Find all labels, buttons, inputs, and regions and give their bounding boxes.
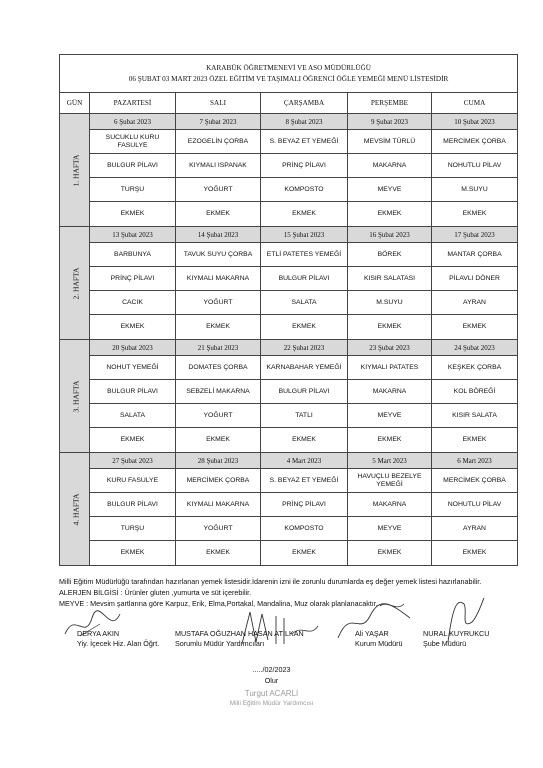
- menu-row: [60, 541, 518, 566]
- menu-item-cell: TURŞU: [90, 178, 176, 202]
- menu-item-cell: KIYMALI MAKARNA: [176, 493, 261, 517]
- date-cell: 28 Şubat 2023: [176, 453, 261, 469]
- menu-item-cell: NOHUTLU PİLAV: [432, 154, 518, 178]
- menu-item-cell: BULGUR PİLAVI: [261, 267, 348, 291]
- signatory-3-title: Kurum Müdürü: [355, 639, 403, 648]
- menu-item-cell: EKMEK: [432, 541, 518, 566]
- menu-item-cell: MERCİMEK ÇORBA: [176, 469, 261, 493]
- menu-item-cell: MAKARNA: [348, 493, 432, 517]
- week-label: [60, 227, 90, 340]
- date-cell: 14 Şubat 2023: [176, 227, 261, 243]
- menu-item-cell: SALATA: [90, 404, 176, 428]
- week-label: [60, 114, 90, 227]
- approval-title: Milli Eğitim Müdür Yardımcısı: [229, 700, 314, 707]
- menu-row: [60, 380, 518, 404]
- menu-table: [59, 54, 518, 566]
- menu-item-cell: KOMPOSTO: [261, 178, 348, 202]
- menu-item-cell: EKMEK: [432, 315, 518, 340]
- date-cell: 15 Şubat 2023: [261, 227, 348, 243]
- signatory-4: [423, 629, 489, 649]
- date-cell: 27 Şubat 2023: [90, 453, 176, 469]
- menu-item-cell: AYRAN: [432, 291, 518, 315]
- menu-item-cell: PİLAVLI DÖNER: [432, 267, 518, 291]
- menu-item-cell: YOĞURT: [176, 404, 261, 428]
- menu-item-cell: EKMEK: [348, 315, 432, 340]
- menu-item-cell: MAKARNA: [348, 380, 432, 404]
- menu-item-cell: EZOGELİN ÇORBA: [176, 130, 261, 154]
- menu-item-cell: MEYVE: [348, 517, 432, 541]
- signatory-2-title: Sorumlu Müdür Yardımcıları: [175, 639, 265, 648]
- menu-item-cell: EKMEK: [348, 541, 432, 566]
- menu-item-cell: EKMEK: [90, 428, 176, 453]
- menu-item-cell: KIYMALI ISPANAK: [176, 154, 261, 178]
- date-cell: 5 Mart 2023: [348, 453, 432, 469]
- week-label: [60, 453, 90, 566]
- header-4: PERŞEMBE: [348, 93, 432, 114]
- date-cell: 23 Şubat 2023: [348, 340, 432, 356]
- header-3: ÇARŞAMBA: [261, 93, 348, 114]
- menu-item-cell: EKMEK: [176, 541, 261, 566]
- menu-row: [60, 267, 518, 291]
- signatory-3: [355, 629, 403, 649]
- menu-row: [60, 315, 518, 340]
- signatory-1-name: DERYA AKIN: [77, 629, 120, 638]
- menu-item-cell: KIYMALI PATATES: [348, 356, 432, 380]
- menu-item-cell: BULGUR PİLAVI: [90, 380, 176, 404]
- menu-row: [60, 178, 518, 202]
- date-cell: 4 Mart 2023: [261, 453, 348, 469]
- menu-item-cell: S. BEYAZ ET YEMEĞİ: [261, 130, 348, 154]
- menu-item-cell: KISIR SALATASI: [348, 267, 432, 291]
- menu-item-cell: ETLİ PATETES YEMEĞİ: [261, 243, 348, 267]
- week-label-text: 3. HAFTA: [71, 380, 81, 412]
- week-label-text: 4. HAFTA: [71, 493, 81, 525]
- menu-item-cell: EKMEK: [261, 202, 348, 227]
- menu-item-cell: YOĞURT: [176, 291, 261, 315]
- menu-item-cell: EKMEK: [90, 541, 176, 566]
- menu-row: [60, 356, 518, 380]
- menu-item-cell: DOMATES ÇORBA: [176, 356, 261, 380]
- menu-item-cell: HAVUÇLU BEZELYE YEMEĞİ: [348, 469, 432, 493]
- menu-item-cell: YOĞURT: [176, 517, 261, 541]
- menu-row: [60, 404, 518, 428]
- menu-item-cell: TURŞU: [90, 517, 176, 541]
- date-cell: 17 Şubat 2023: [432, 227, 518, 243]
- date-cell: 8 Şubat 2023: [261, 114, 348, 130]
- menu-item-cell: BÖREK: [348, 243, 432, 267]
- menu-item-cell: EKMEK: [176, 315, 261, 340]
- menu-row: [60, 154, 518, 178]
- menu-row: [60, 469, 518, 493]
- menu-item-cell: PRİNÇ PİLAVI: [261, 493, 348, 517]
- menu-item-cell: M.SUYU: [432, 178, 518, 202]
- header-day: GÜN: [60, 93, 90, 114]
- approval-name: Turgut ACARLI: [244, 689, 299, 698]
- date-cell: 24 Şubat 2023: [432, 340, 518, 356]
- menu-item-cell: YOĞURT: [176, 178, 261, 202]
- menu-item-cell: MEYVE: [348, 404, 432, 428]
- date-cell: 16 Şubat 2023: [348, 227, 432, 243]
- menu-item-cell: MERCİMEK ÇORBA: [432, 469, 518, 493]
- menu-item-cell: EKMEK: [348, 428, 432, 453]
- menu-item-cell: MANTAR ÇORBA: [432, 243, 518, 267]
- date-cell: 20 Şubat 2023: [90, 340, 176, 356]
- header-5: CUMA: [432, 93, 518, 114]
- menu-item-cell: EKMEK: [90, 202, 176, 227]
- menu-item-cell: EKMEK: [176, 428, 261, 453]
- menu-item-cell: EKMEK: [432, 202, 518, 227]
- menu-row: [60, 428, 518, 453]
- signatory-4-title: Şube Müdürü: [423, 639, 467, 648]
- date-cell: 13 Şubat 2023: [90, 227, 176, 243]
- menu-item-cell: EKMEK: [348, 202, 432, 227]
- menu-item-cell: MEYVE: [348, 178, 432, 202]
- menu-item-cell: KOMPOSTO: [261, 517, 348, 541]
- menu-item-cell: BULGUR PİLAVI: [261, 380, 348, 404]
- signatory-1: [77, 629, 159, 649]
- menu-item-cell: KOL BÖREĞİ: [432, 380, 518, 404]
- signatory-2: [175, 629, 304, 649]
- menu-item-cell: PRİNÇ PİLAVI: [90, 267, 176, 291]
- header-row: [60, 93, 518, 114]
- menu-item-cell: M.SUYU: [348, 291, 432, 315]
- menu-item-cell: BULGUR PİLAVI: [90, 493, 176, 517]
- menu-row: [60, 493, 518, 517]
- date-row: [60, 114, 518, 130]
- date-cell: 7 Şubat 2023: [176, 114, 261, 130]
- week-label: [60, 340, 90, 453]
- note-allergen: ALERJEN BİLGİSİ : Ürünler gluten ,yumurta ve süt içerebilir.: [59, 588, 252, 597]
- menu-item-cell: EKMEK: [261, 315, 348, 340]
- menu-item-cell: MAKARNA: [348, 154, 432, 178]
- menu-item-cell: EKMEK: [176, 202, 261, 227]
- menu-item-cell: MERCİMEK ÇORBA: [432, 130, 518, 154]
- menu-item-cell: BULGUR PİLAVI: [90, 154, 176, 178]
- approval-date: ...../02/2023: [252, 665, 291, 674]
- menu-item-cell: EKMEK: [261, 428, 348, 453]
- menu-sheet: [59, 54, 517, 566]
- week-label-text: 2. HAFTA: [71, 267, 81, 299]
- menu-item-cell: KIYMALI MAKARNA: [176, 267, 261, 291]
- date-cell: 6 Mart 2023: [432, 453, 518, 469]
- menu-item-cell: CACIK: [90, 291, 176, 315]
- header-2: SALI: [176, 93, 261, 114]
- menu-item-cell: S. BEYAZ ET YEMEĞİ: [261, 469, 348, 493]
- date-row: [60, 227, 518, 243]
- document-title: [60, 55, 518, 93]
- menu-item-cell: NOHUT YEMEĞİ: [90, 356, 176, 380]
- date-cell: 22 Şubat 2023: [261, 340, 348, 356]
- signatory-3-name: Ali YAŞAR: [355, 629, 389, 638]
- menu-row: [60, 291, 518, 315]
- menu-item-cell: EKMEK: [90, 315, 176, 340]
- signatory-2-name: MUSTAFA OĞUZHAN HASAN ATILKAN: [175, 629, 304, 638]
- title-line-2: 06 ŞUBAT 03 MART 2023 ÖZEL EĞİTİM VE TAŞIMALI ÖĞRENCİ ÖĞLE YEMEĞİ MENÜ LİSTESİDİR: [128, 74, 449, 83]
- menu-item-cell: EKMEK: [432, 428, 518, 453]
- signatory-1-title: Yiy. İçecek Hiz. Alan Öğrt.: [77, 639, 160, 648]
- menu-item-cell: KARNABAHAR YEMEĞİ: [261, 356, 348, 380]
- signatory-4-name: NURAL KUYRUKCU: [423, 629, 490, 638]
- menu-item-cell: AYRAN: [432, 517, 518, 541]
- note-fruit: MEYVE : Mevsim şartlarına göre Karpuz, Erik, Elma,Portakal, Mandalina, Muz olarak planlanacaktır.: [59, 599, 378, 608]
- menu-item-cell: SEBZELİ MAKARNA: [176, 380, 261, 404]
- note-general: Milli Eğitim Müdürlüğü tarafından hazırlanan yemek listesidir.İdarenin izni ile zorunlu durumlarda eş değer yemek listesi hazırlanabilir.: [59, 577, 482, 586]
- approval-olur: Olur: [264, 676, 279, 685]
- menu-item-cell: TATLI: [261, 404, 348, 428]
- menu-item-cell: KEŞKEK ÇORBA: [432, 356, 518, 380]
- date-cell: 21 Şubat 2023: [176, 340, 261, 356]
- week-label-text: 1. HAFTA: [71, 154, 81, 186]
- menu-item-cell: KURU FASULYE: [90, 469, 176, 493]
- date-cell: 9 Şubat 2023: [348, 114, 432, 130]
- menu-row: [60, 130, 518, 154]
- menu-item-cell: EKMEK: [261, 541, 348, 566]
- date-cell: 10 Şubat 2023: [432, 114, 518, 130]
- header-1: PAZARTESİ: [90, 93, 176, 114]
- title-line-1: KARABÜK ÖĞRETMENEVİ VE ASO MÜDÜRLÜĞÜ: [206, 63, 371, 72]
- date-row: [60, 340, 518, 356]
- menu-item-cell: NOHUTLU PİLAV: [432, 493, 518, 517]
- menu-item-cell: SUCUKLU KURU FASULYE: [90, 130, 176, 154]
- menu-item-cell: SALATA: [261, 291, 348, 315]
- menu-item-cell: PRİNÇ PİLAVI: [261, 154, 348, 178]
- menu-item-cell: MEVSİM TÜRLÜ: [348, 130, 432, 154]
- menu-item-cell: KISIR SALATA: [432, 404, 518, 428]
- menu-item-cell: BARBUNYA: [90, 243, 176, 267]
- date-cell: 6 Şubat 2023: [90, 114, 176, 130]
- menu-row: [60, 202, 518, 227]
- menu-row: [60, 243, 518, 267]
- date-row: [60, 453, 518, 469]
- menu-row: [60, 517, 518, 541]
- menu-item-cell: TAVUK SUYU ÇORBA: [176, 243, 261, 267]
